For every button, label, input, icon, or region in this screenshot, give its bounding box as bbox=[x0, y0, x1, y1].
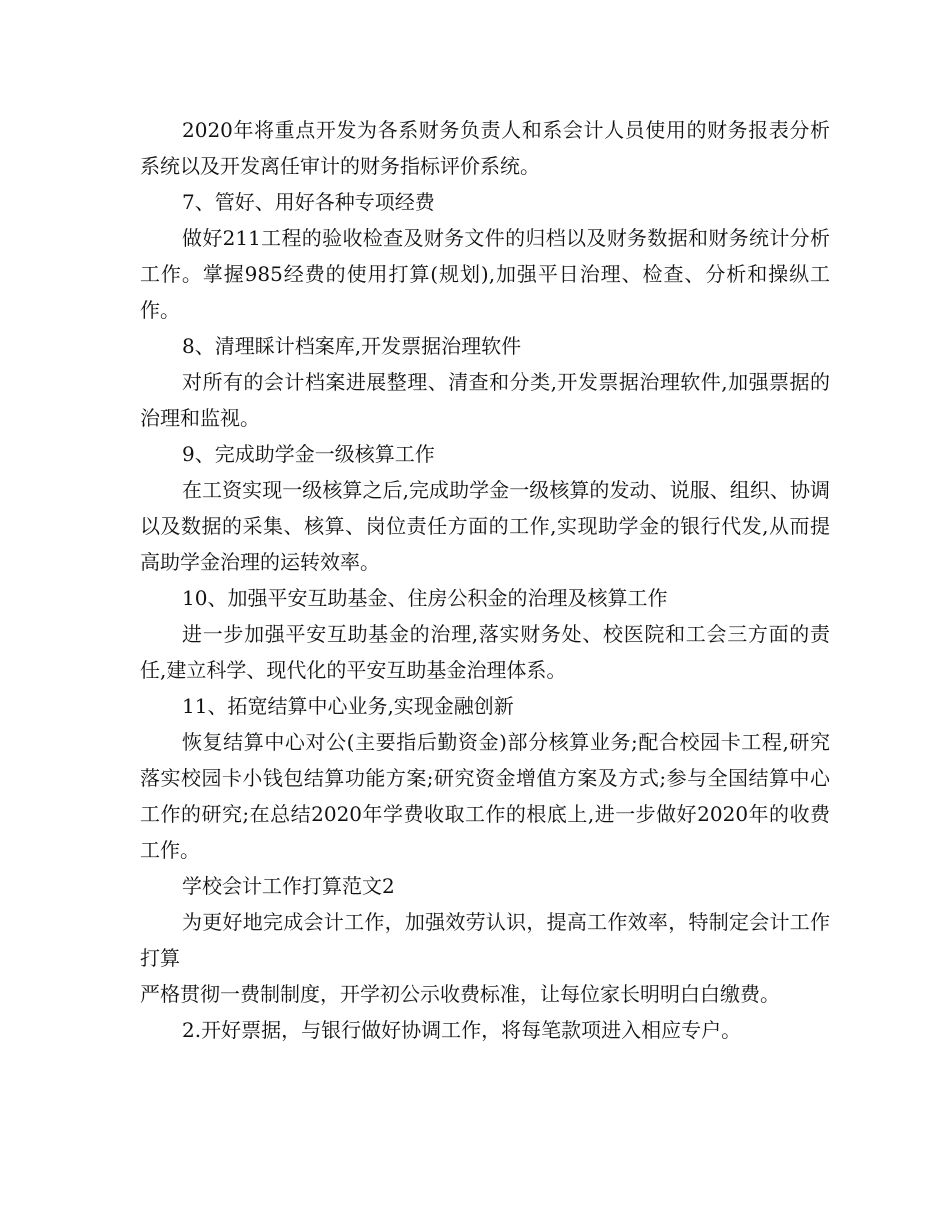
paragraph-item-10: 进一步加强平安互助基金的治理,落实财务处、校医院和工会三方面的责任,建立科学、现代化的平安互助基金治理体系。 bbox=[140, 622, 830, 682]
heading-item-9: 9、完成助学金一级核算工作 bbox=[182, 442, 435, 466]
heading-item-8: 8、清理睬计档案库,开发票据治理软件 bbox=[182, 334, 522, 358]
heading-item-11: 11、拓宽结算中心业务,实现金融创新 bbox=[182, 694, 514, 718]
document-body bbox=[140, 112, 830, 1048]
paragraph-intro-sample-2: 为更好地完成会计工作，加强效劳认识，提高工作效率，特制定会计工作打算 bbox=[140, 910, 830, 970]
heading-item-7: 7、管好、用好各种专项经费 bbox=[182, 190, 435, 214]
section-title-sample-2: 学校会计工作打算范文2 bbox=[182, 874, 395, 898]
paragraph-finance-report-system: 2020年将重点开发为各系财务负责人和系会计人员使用的财务报表分析系统以及开发离任审计的财务指标评价系统。 bbox=[140, 118, 830, 178]
paragraph-fee-system: 严格贯彻一费制制度，开学初公示收费标准，让每位家长明明白白缴费。 bbox=[140, 982, 780, 1006]
paragraph-item-9: 在工资实现一级核算之后,完成助学金一级核算的发动、说服、组织、协调以及数据的采集、核算、岗位责任方面的工作,实现助学金的银行代发,从而提高助学金治理的运转效率。 bbox=[140, 478, 830, 574]
paragraph-item-2-receipts: 2.开好票据，与银行做好协调工作，将每笔款项进入相应专户。 bbox=[182, 1018, 742, 1042]
heading-item-10: 10、加强平安互助基金、住房公积金的治理及核算工作 bbox=[182, 586, 668, 610]
paragraph-item-11: 恢复结算中心对公(主要指后勤资金)部分核算业务;配合校园卡工程,研究落实校园卡小钱包结算功能方案;研究资金增值方案及方式;参与全国结算中心工作的研究;在总结2020年学费收取工作的根底上,进一步做好2020年的收费工作。 bbox=[140, 730, 830, 862]
paragraph-item-8: 对所有的会计档案进展整理、清查和分类,开发票据治理软件,加强票据的治理和监视。 bbox=[140, 370, 830, 430]
paragraph-item-7: 做好211工程的验收检查及财务文件的归档以及财务数据和财务统计分析工作。掌握985经费的使用打算(规划),加强平日治理、检查、分析和操纵工作。 bbox=[140, 226, 830, 322]
